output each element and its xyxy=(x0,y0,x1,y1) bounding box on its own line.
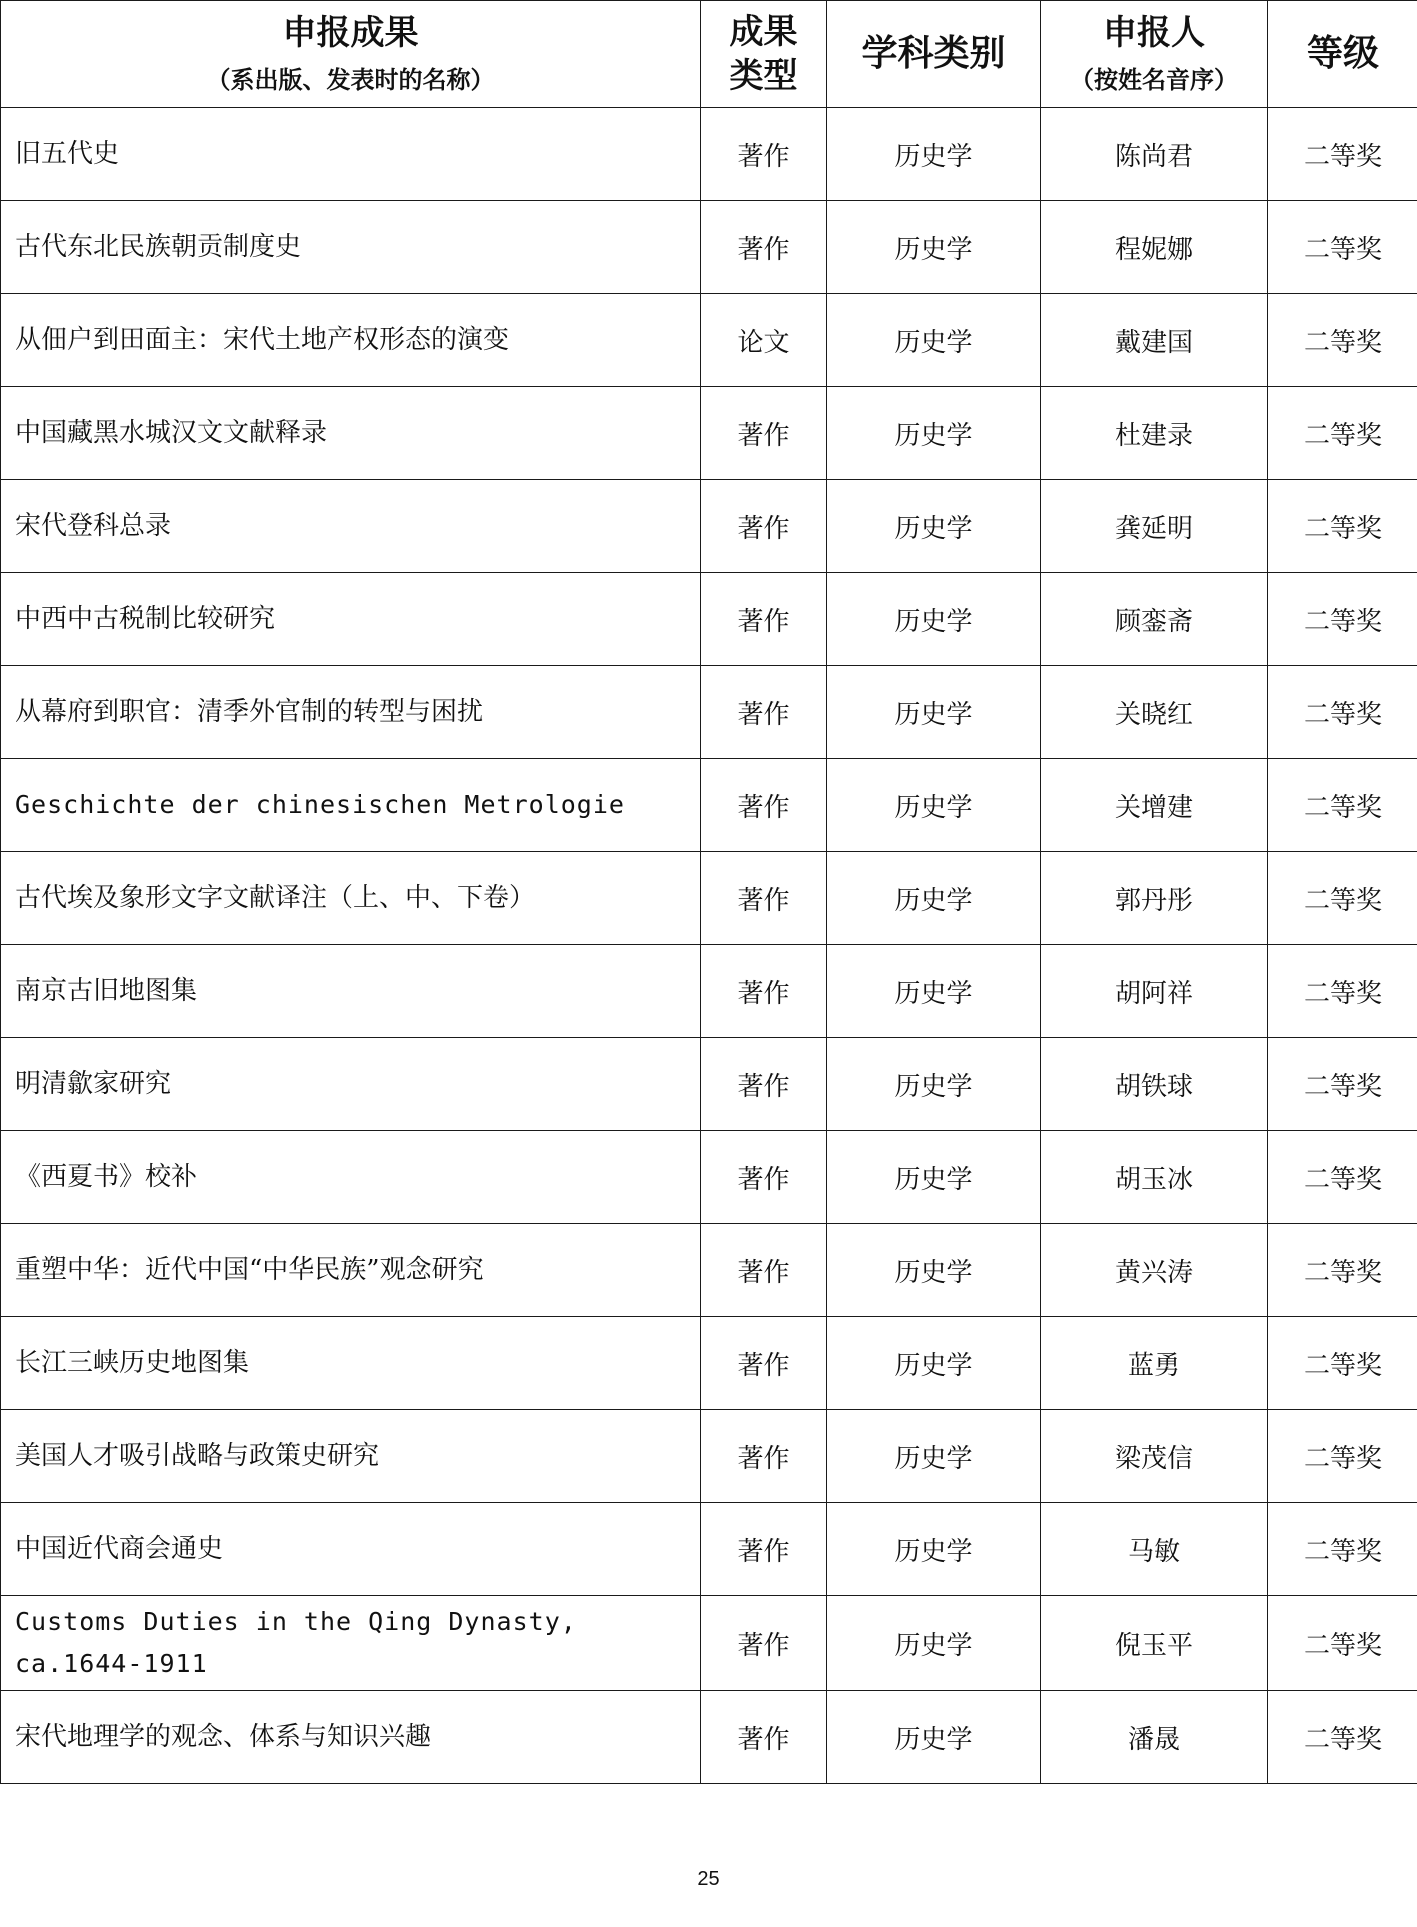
cell-type: 著作 xyxy=(701,1596,827,1691)
header-title-main: 申报成果 xyxy=(282,13,419,54)
cell-applicant: 顾銮斋 xyxy=(1041,573,1268,666)
cell-subject: 历史学 xyxy=(827,1503,1041,1596)
cell-applicant: 潘晟 xyxy=(1041,1691,1268,1784)
page-number: 25 xyxy=(697,1868,720,1890)
cell-subject: 历史学 xyxy=(827,1596,1041,1691)
cell-applicant: 胡阿祥 xyxy=(1041,945,1268,1038)
table-body xyxy=(1,108,1417,1784)
cell-type: 著作 xyxy=(701,1691,827,1784)
cell-subject: 历史学 xyxy=(827,294,1041,387)
cell-grade: 二等奖 xyxy=(1268,1038,1417,1131)
cell-type: 著作 xyxy=(701,1317,827,1410)
cell-title: 旧五代史 xyxy=(1,108,701,201)
cell-grade: 二等奖 xyxy=(1268,387,1417,480)
cell-type: 著作 xyxy=(701,573,827,666)
cell-grade: 二等奖 xyxy=(1268,1691,1417,1784)
header-applicant-main: 申报人 xyxy=(1103,13,1205,54)
cell-grade: 二等奖 xyxy=(1268,108,1417,201)
cell-title: 宋代地理学的观念、体系与知识兴趣 xyxy=(1,1691,701,1784)
cell-subject: 历史学 xyxy=(827,1131,1041,1224)
cell-grade: 二等奖 xyxy=(1268,1596,1417,1691)
header-applicant xyxy=(1041,1,1268,108)
cell-subject: 历史学 xyxy=(827,1038,1041,1131)
table-row xyxy=(1,1317,1417,1410)
cell-title: 中国近代商会通史 xyxy=(1,1503,701,1596)
cell-applicant: 郭丹彤 xyxy=(1041,852,1268,945)
cell-title: 长江三峡历史地图集 xyxy=(1,1317,701,1410)
header-grade xyxy=(1268,1,1417,108)
table-row xyxy=(1,294,1417,387)
cell-subject: 历史学 xyxy=(827,759,1041,852)
cell-grade: 二等奖 xyxy=(1268,1410,1417,1503)
cell-applicant: 龚延明 xyxy=(1041,480,1268,573)
cell-type: 著作 xyxy=(701,108,827,201)
table-row xyxy=(1,1596,1417,1691)
cell-applicant: 陈尚君 xyxy=(1041,108,1268,201)
table-row xyxy=(1,1503,1417,1596)
cell-title: 从佃户到田面主：宋代土地产权形态的演变 xyxy=(1,294,701,387)
header-type xyxy=(701,1,827,108)
cell-applicant: 黄兴涛 xyxy=(1041,1224,1268,1317)
table-row xyxy=(1,1038,1417,1131)
cell-title: 中国藏黑水城汉文文献释录 xyxy=(1,387,701,480)
header-subject-label: 学科类别 xyxy=(861,33,1006,75)
cell-subject: 历史学 xyxy=(827,852,1041,945)
table-row xyxy=(1,108,1417,201)
table-row xyxy=(1,201,1417,294)
cell-grade: 二等奖 xyxy=(1268,573,1417,666)
cell-title: 从幕府到职官：清季外官制的转型与困扰 xyxy=(1,666,701,759)
cell-title: 《西夏书》校补 xyxy=(1,1131,701,1224)
cell-type: 著作 xyxy=(701,1038,827,1131)
cell-type: 著作 xyxy=(701,852,827,945)
cell-grade: 二等奖 xyxy=(1268,666,1417,759)
cell-subject: 历史学 xyxy=(827,201,1041,294)
table-row xyxy=(1,1224,1417,1317)
cell-type: 论文 xyxy=(701,294,827,387)
cell-type: 著作 xyxy=(701,1224,827,1317)
cell-grade: 二等奖 xyxy=(1268,294,1417,387)
cell-applicant: 程妮娜 xyxy=(1041,201,1268,294)
cell-subject: 历史学 xyxy=(827,1410,1041,1503)
cell-type: 著作 xyxy=(701,201,827,294)
cell-type: 著作 xyxy=(701,666,827,759)
header-applicant-sub: （按姓名音序） xyxy=(1070,66,1238,94)
cell-subject: 历史学 xyxy=(827,1317,1041,1410)
cell-title: 明清歙家研究 xyxy=(1,1038,701,1131)
table-row xyxy=(1,666,1417,759)
cell-grade: 二等奖 xyxy=(1268,945,1417,1038)
cell-title: Customs Duties in the Qing Dynasty, ca.1644-1911 xyxy=(1,1596,701,1691)
cell-title: 中西中古税制比较研究 xyxy=(1,573,701,666)
cell-title: 南京古旧地图集 xyxy=(1,945,701,1038)
cell-grade: 二等奖 xyxy=(1268,1317,1417,1410)
header-title xyxy=(1,1,701,108)
cell-type: 著作 xyxy=(701,1503,827,1596)
cell-grade: 二等奖 xyxy=(1268,1503,1417,1596)
cell-title: 宋代登科总录 xyxy=(1,480,701,573)
cell-grade: 二等奖 xyxy=(1268,201,1417,294)
table-row xyxy=(1,852,1417,945)
cell-subject: 历史学 xyxy=(827,573,1041,666)
table-header xyxy=(1,1,1417,108)
cell-applicant: 倪玉平 xyxy=(1041,1596,1268,1691)
cell-applicant: 杜建录 xyxy=(1041,387,1268,480)
cell-applicant: 胡铁球 xyxy=(1041,1038,1268,1131)
cell-title: 古代埃及象形文字文献译注（上、中、下卷） xyxy=(1,852,701,945)
cell-applicant: 蓝勇 xyxy=(1041,1317,1268,1410)
cell-applicant: 马敏 xyxy=(1041,1503,1268,1596)
cell-title: 美国人才吸引战略与政策史研究 xyxy=(1,1410,701,1503)
table-row xyxy=(1,1691,1417,1784)
cell-type: 著作 xyxy=(701,1131,827,1224)
table-row xyxy=(1,387,1417,480)
cell-type: 著作 xyxy=(701,480,827,573)
cell-applicant: 梁茂信 xyxy=(1041,1410,1268,1503)
header-grade-label: 等级 xyxy=(1306,33,1379,75)
cell-grade: 二等奖 xyxy=(1268,480,1417,573)
cell-applicant: 关增建 xyxy=(1041,759,1268,852)
cell-title: 重塑中华：近代中国“中华民族”观念研究 xyxy=(1,1224,701,1317)
cell-subject: 历史学 xyxy=(827,387,1041,480)
cell-subject: 历史学 xyxy=(827,1224,1041,1317)
header-title-sub: （系出版、发表时的名称） xyxy=(206,66,495,94)
header-type-line1: 成果 xyxy=(729,12,798,52)
table-row xyxy=(1,1410,1417,1503)
cell-subject: 历史学 xyxy=(827,480,1041,573)
cell-grade: 二等奖 xyxy=(1268,759,1417,852)
cell-applicant: 戴建国 xyxy=(1041,294,1268,387)
cell-subject: 历史学 xyxy=(827,1691,1041,1784)
cell-type: 著作 xyxy=(701,1410,827,1503)
table-row xyxy=(1,573,1417,666)
cell-subject: 历史学 xyxy=(827,666,1041,759)
cell-type: 著作 xyxy=(701,759,827,852)
cell-subject: 历史学 xyxy=(827,945,1041,1038)
cell-grade: 二等奖 xyxy=(1268,1131,1417,1224)
cell-title: 古代东北民族朝贡制度史 xyxy=(1,201,701,294)
header-row xyxy=(1,1,1417,108)
cell-type: 著作 xyxy=(701,387,827,480)
cell-subject: 历史学 xyxy=(827,108,1041,201)
header-subject xyxy=(827,1,1041,108)
table-row xyxy=(1,945,1417,1038)
cell-applicant: 胡玉冰 xyxy=(1041,1131,1268,1224)
cell-grade: 二等奖 xyxy=(1268,1224,1417,1317)
cell-grade: 二等奖 xyxy=(1268,852,1417,945)
table-row xyxy=(1,480,1417,573)
cell-title: Geschichte der chinesischen Metrologie xyxy=(1,759,701,852)
header-type-line2: 类型 xyxy=(729,56,798,96)
cell-applicant: 关晓红 xyxy=(1041,666,1268,759)
table-row xyxy=(1,759,1417,852)
cell-type: 著作 xyxy=(701,945,827,1038)
table-row xyxy=(1,1131,1417,1224)
